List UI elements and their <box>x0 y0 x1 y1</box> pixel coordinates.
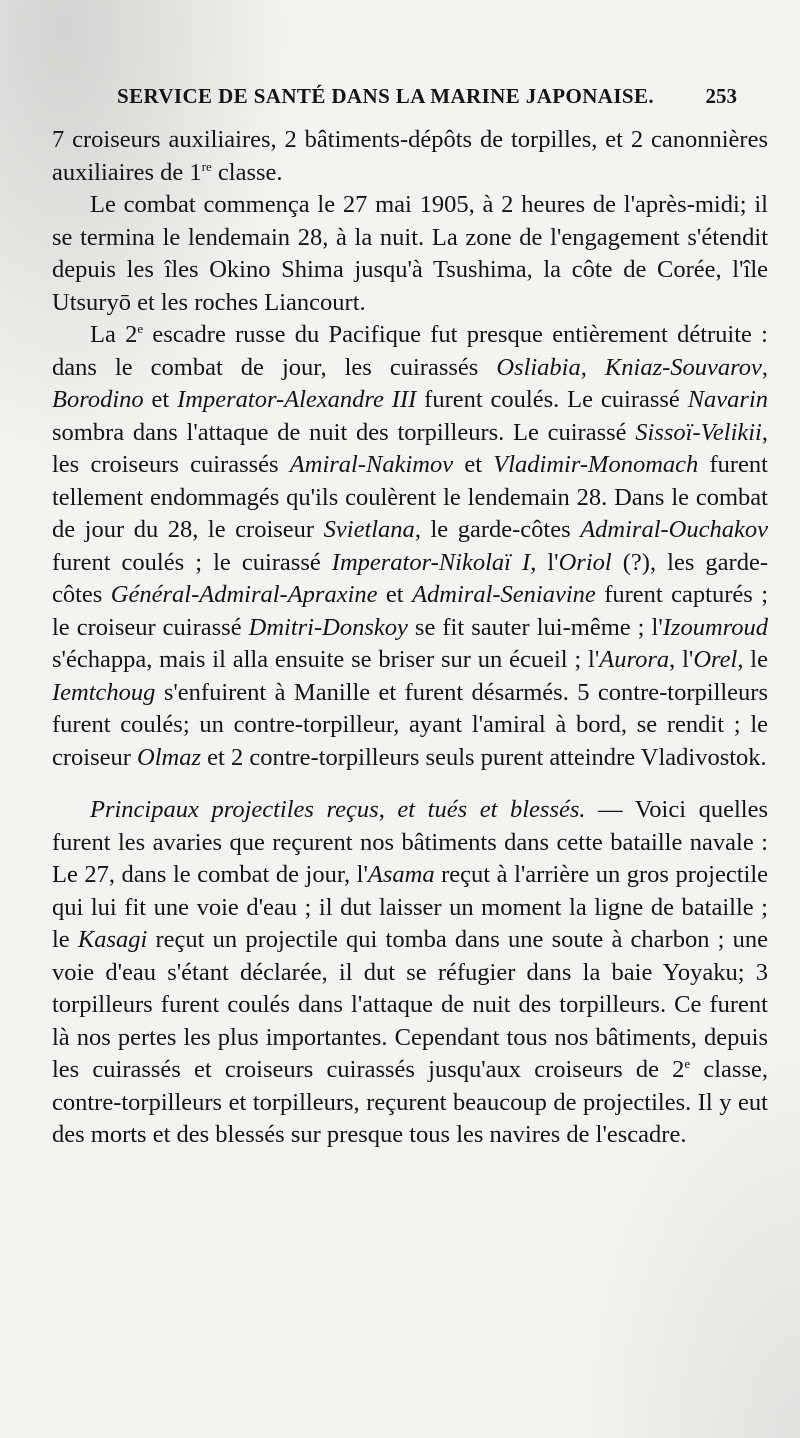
ship-name: Général-Admiral-Apraxine <box>110 581 378 608</box>
ship-name: Vladimir-Monomach <box>493 451 699 478</box>
ship-name: Imperator-Alexandre III <box>177 386 417 413</box>
paragraph-3: La 2e escadre russe du Pacifique fut presque entièrement détruite : dans le combat de jour, les cuirassés Osliabia, Kniaz-Souvarov, Borodino et Imperator-Alexandre III furent coulés. Le cuirassé Navarin sombra dans l'attaque de nuit des torpilleurs. Le cuirassé Sissoï-Velikii, les croiseurs cuirassés Amiral-Nakimov et Vladimir-Monomach furent tellement endommagés qu'ils coulèrent le lendemain 28. Dans le combat de jour du 28, le croiseur Svietlana, le garde-côtes Admiral-Ouchakov furent coulés ; le cuirassé Imperator-Nikolaï I, l'Oriol (?), les garde-côtes Général-Admiral-Apraxine et Admiral-Seniavine furent capturés ; le croiseur cuirassé Dmitri-Donskoy se fit sauter lui-même ; l'Izoumroud s'échappa, mais il alla ensuite se briser sur un écueil ; l'Aurora, l'Orel, le Iemtchoug s'enfuirent à Manille et furent désarmés. 5 contre-torpilleurs furent coulés; un contre-torpilleur, ayant l'amiral à bord, se rendit ; le croiseur Olmaz et 2 contre-torpilleurs seuls purent atteindre Vladivostok. <box>52 320 769 771</box>
ship-name: Borodino <box>52 386 144 413</box>
ship-name: Admiral-Ouchakov <box>580 516 768 543</box>
ship-name: Navarin <box>687 386 768 413</box>
ship-name: Imperator-Nikolaï I <box>331 548 531 576</box>
ship-name: Sissoï-Velikii <box>635 418 762 446</box>
ship-name: Amiral-Nakimov <box>289 451 454 478</box>
ship-name: Oriol <box>558 548 612 576</box>
ship-name: Admiral-Seniavine <box>412 581 596 608</box>
ship-name: Svietlana <box>323 516 415 543</box>
ship-name: Kasagi <box>77 926 148 953</box>
section-heading: Principaux projectiles reçus, et tués et blessés. <box>90 796 586 823</box>
page-number: 253 <box>705 84 737 108</box>
ship-name: Dmitri-Donskoy <box>248 613 408 641</box>
page-header <box>117 84 737 114</box>
ship-name: Olmaz <box>137 743 202 771</box>
ship-name: Izoumroud <box>662 613 769 641</box>
paragraph-4: Principaux projectiles reçus, et tués et blessés. — Voici quelles furent les avaries que reçurent nos bâtiments dans cette bataille navale : Le 27, dans le combat de jour, l'Asama reçut à l'arrière un gros projectile qui lui fit une voie d'eau ; il dut laisser un moment la ligne de bataille ; le Kasagi reçut un projectile qui tomba dans une soute à charbon ; une voie d'eau s'étant déclarée, il dut se réfugier dans la baie Yoyaku; 3 torpilleurs furent coulés dans l'attaque de nuit des torpilleurs. Ce furent là nos pertes les plus importantes. Cependant tous nos bâtiments, depuis les cuirassés et croiseurs cuirassés jusqu'aux croiseurs de 2e classe, contre-torpilleurs et torpilleurs, reçurent beaucoup de projectiles. Il y eut des morts et des blessés sur presque tous les navires de l'escadre. <box>52 796 769 1148</box>
paragraph-2: Le combat commença le 27 mai 1905, à 2 heures de l'après-midi; il se termina le lendemain 28, à la nuit. La zone de l'engagement s'étendit depuis les îles Okino Shima jusqu'à Tsushima, la côte de Corée, l'île Utsuryō et les roches Liancourt. <box>52 191 768 316</box>
ship-name: Orel <box>693 646 738 673</box>
ship-name: Kniaz-Souvarov <box>604 353 762 381</box>
running-title: SERVICE DE SANTÉ DANS LA MARINE JAPONAISE. <box>117 84 655 108</box>
ship-name: Aurora <box>599 646 670 673</box>
ship-name: Asama <box>367 861 435 888</box>
ship-name: Osliabia <box>496 353 581 381</box>
paragraph-1: 7 croiseurs auxiliaires, 2 bâtiments-dépôts de torpilles, et 2 canonnières auxiliaires de 1re classe. <box>52 126 768 186</box>
page-body <box>52 124 768 1152</box>
ship-name: Iemtchoug <box>52 678 156 706</box>
